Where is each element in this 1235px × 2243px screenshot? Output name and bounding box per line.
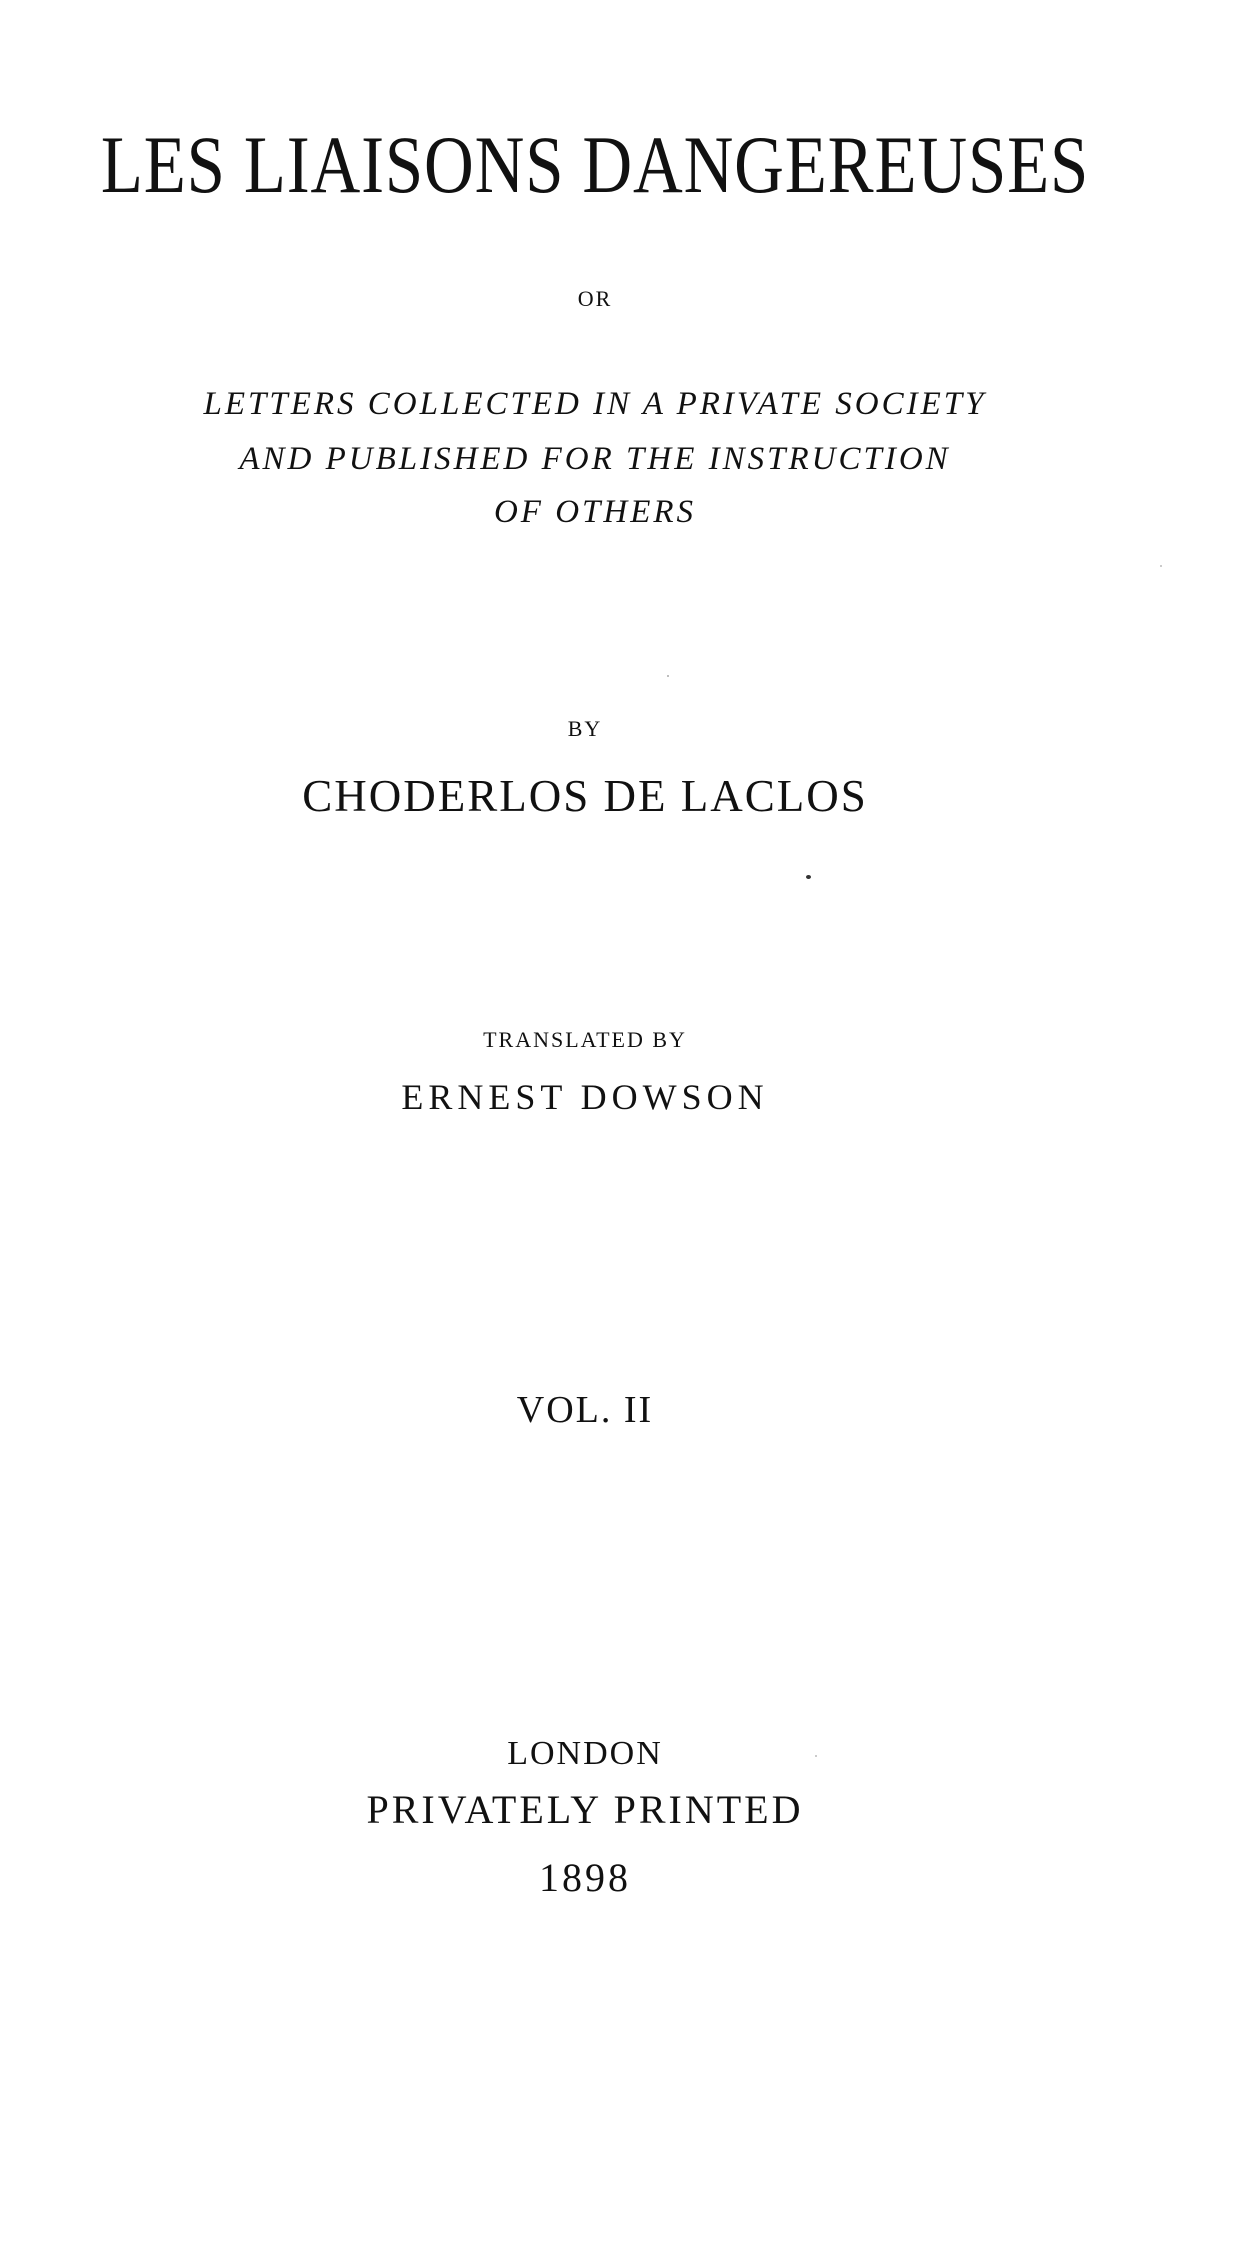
ink-speck [806, 875, 811, 879]
subtitle-line-3: OF OTHERS [493, 494, 697, 530]
imprint-printer: PRIVATELY PRINTED [366, 1787, 804, 1832]
subtitle-line-2: AND PUBLISHED FOR THE INSTRUCTION [239, 441, 951, 477]
ink-speck [667, 675, 669, 677]
title-conjunction: OR [577, 286, 613, 311]
by-label: BY [567, 716, 603, 741]
author-name: CHODERLOS DE LACLOS [302, 771, 868, 821]
volume-number: VOL. II [516, 1389, 654, 1431]
book-title: LES LIAISONS DANGEREUSES [100, 119, 1090, 210]
ink-speck [1160, 565, 1162, 567]
translator-name: ERNEST DOWSON [401, 1077, 769, 1117]
subtitle-line-1: LETTERS COLLECTED IN A PRIVATE SOCIETY [203, 386, 987, 422]
ink-speck [815, 1755, 817, 1757]
translated-by-label: TRANSLATED BY [483, 1027, 687, 1052]
imprint-year: 1898 [539, 1855, 631, 1900]
imprint-city: LONDON [507, 1735, 663, 1772]
